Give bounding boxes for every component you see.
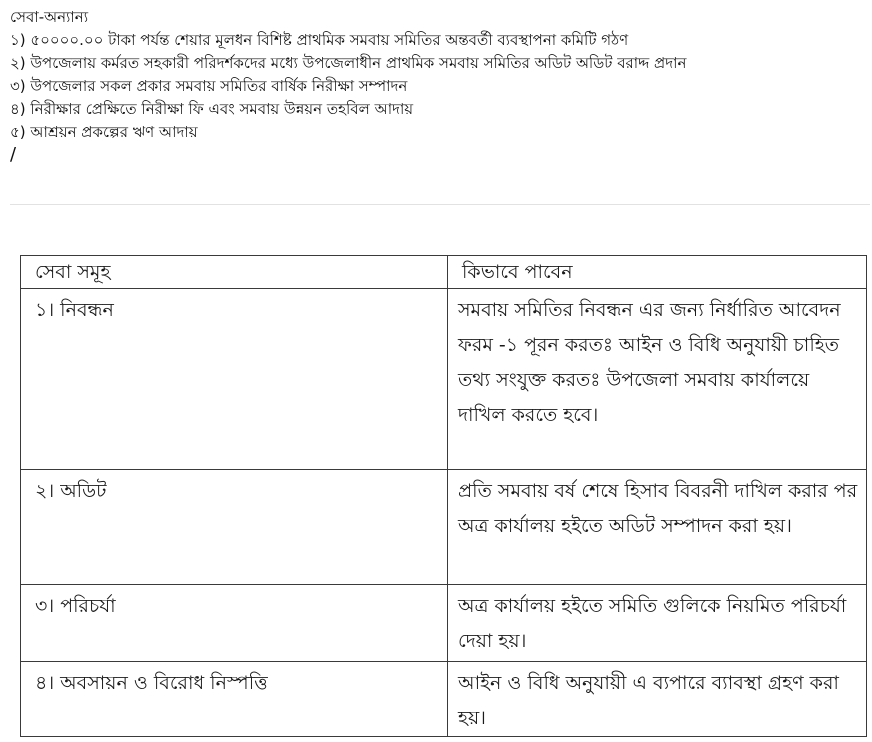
service-how-cell: প্রতি সমবায় বর্ষ শেষে হিসাব বিবরনী দাখিল করার পর অত্র কার্যালয় হইতে অডিট সম্পাদন করা হয়। <box>448 470 867 585</box>
scanned-services-table-image <box>20 255 866 737</box>
section-divider <box>10 204 870 205</box>
list-item: ৪) নিরীক্ষার প্রেক্ষিতে নিরীক্ষা ফি এবং সমবায় উন্নয়ন তহবিল আদায় <box>10 100 414 118</box>
services-table <box>20 255 867 737</box>
services-other-section <box>10 6 860 166</box>
header-how-to-get: কিভাবে পাবেন <box>448 256 867 289</box>
table-header-row <box>21 256 867 289</box>
list-item: ৩) উপজেলার সকল প্রকার সমবায় সমিতির বার্ষিক নিরীক্ষা সম্পাদন <box>10 77 408 95</box>
table-row <box>21 662 867 737</box>
header-services: সেবা সমূহ <box>21 256 448 289</box>
service-name-cell: ২। অডিট <box>21 470 448 585</box>
service-name-cell: ৪। অবসায়ন ও বিরোধ নিস্পত্তি <box>21 662 448 737</box>
list-item: ১) ৫০০০০.০০ টাকা পর্যন্ত শেয়ার মূলধন বিশিষ্ট প্রাথমিক সমবায় সমিতির অন্তবর্তী ব্যবস্থাপনা কমিটি গঠণ <box>10 31 629 49</box>
list-item: ২) উপজেলায় কর্মরত সহকারী পরিদর্শকদের মধ্যে উপজেলাধীন প্রাথমিক সমবায় সমিতির অডিট অডিট বরাদ্দ প্রদান <box>10 54 687 72</box>
table-row <box>21 585 867 662</box>
table-row <box>21 289 867 470</box>
section-heading: সেবা-অন্যান্য <box>10 8 89 26</box>
list-item: ৫) আশ্রয়ন প্রকল্পের ঋণ আদায় <box>10 123 198 141</box>
table-row <box>21 470 867 585</box>
service-how-cell: আইন ও বিধি অনুযায়ী এ ব্যপারে ব্যাবস্থা গ্রহণ করা হয়। <box>448 662 867 737</box>
service-how-cell: অত্র কার্যালয় হইতে সমিতি গুলিকে নিয়মিত পরিচর্যা দেয়া হয়। <box>448 585 867 662</box>
service-how-cell: সমবায় সমিতির নিবন্ধন এর জন্য নির্ধারিত আবেদন ফরম -১ পূরন করতঃ আইন ও বিধি অনুযায়ী চাহিত তথ্য সংযুক্ত করতঃ উপজেলা সমবায় কার্যালয়ে দাখিল করতে হবে। <box>448 289 867 470</box>
trailing-slash: / <box>10 144 17 165</box>
service-name-cell: ৩। পরিচর্যা <box>21 585 448 662</box>
service-name-cell: ১। নিবন্ধন <box>21 289 448 470</box>
